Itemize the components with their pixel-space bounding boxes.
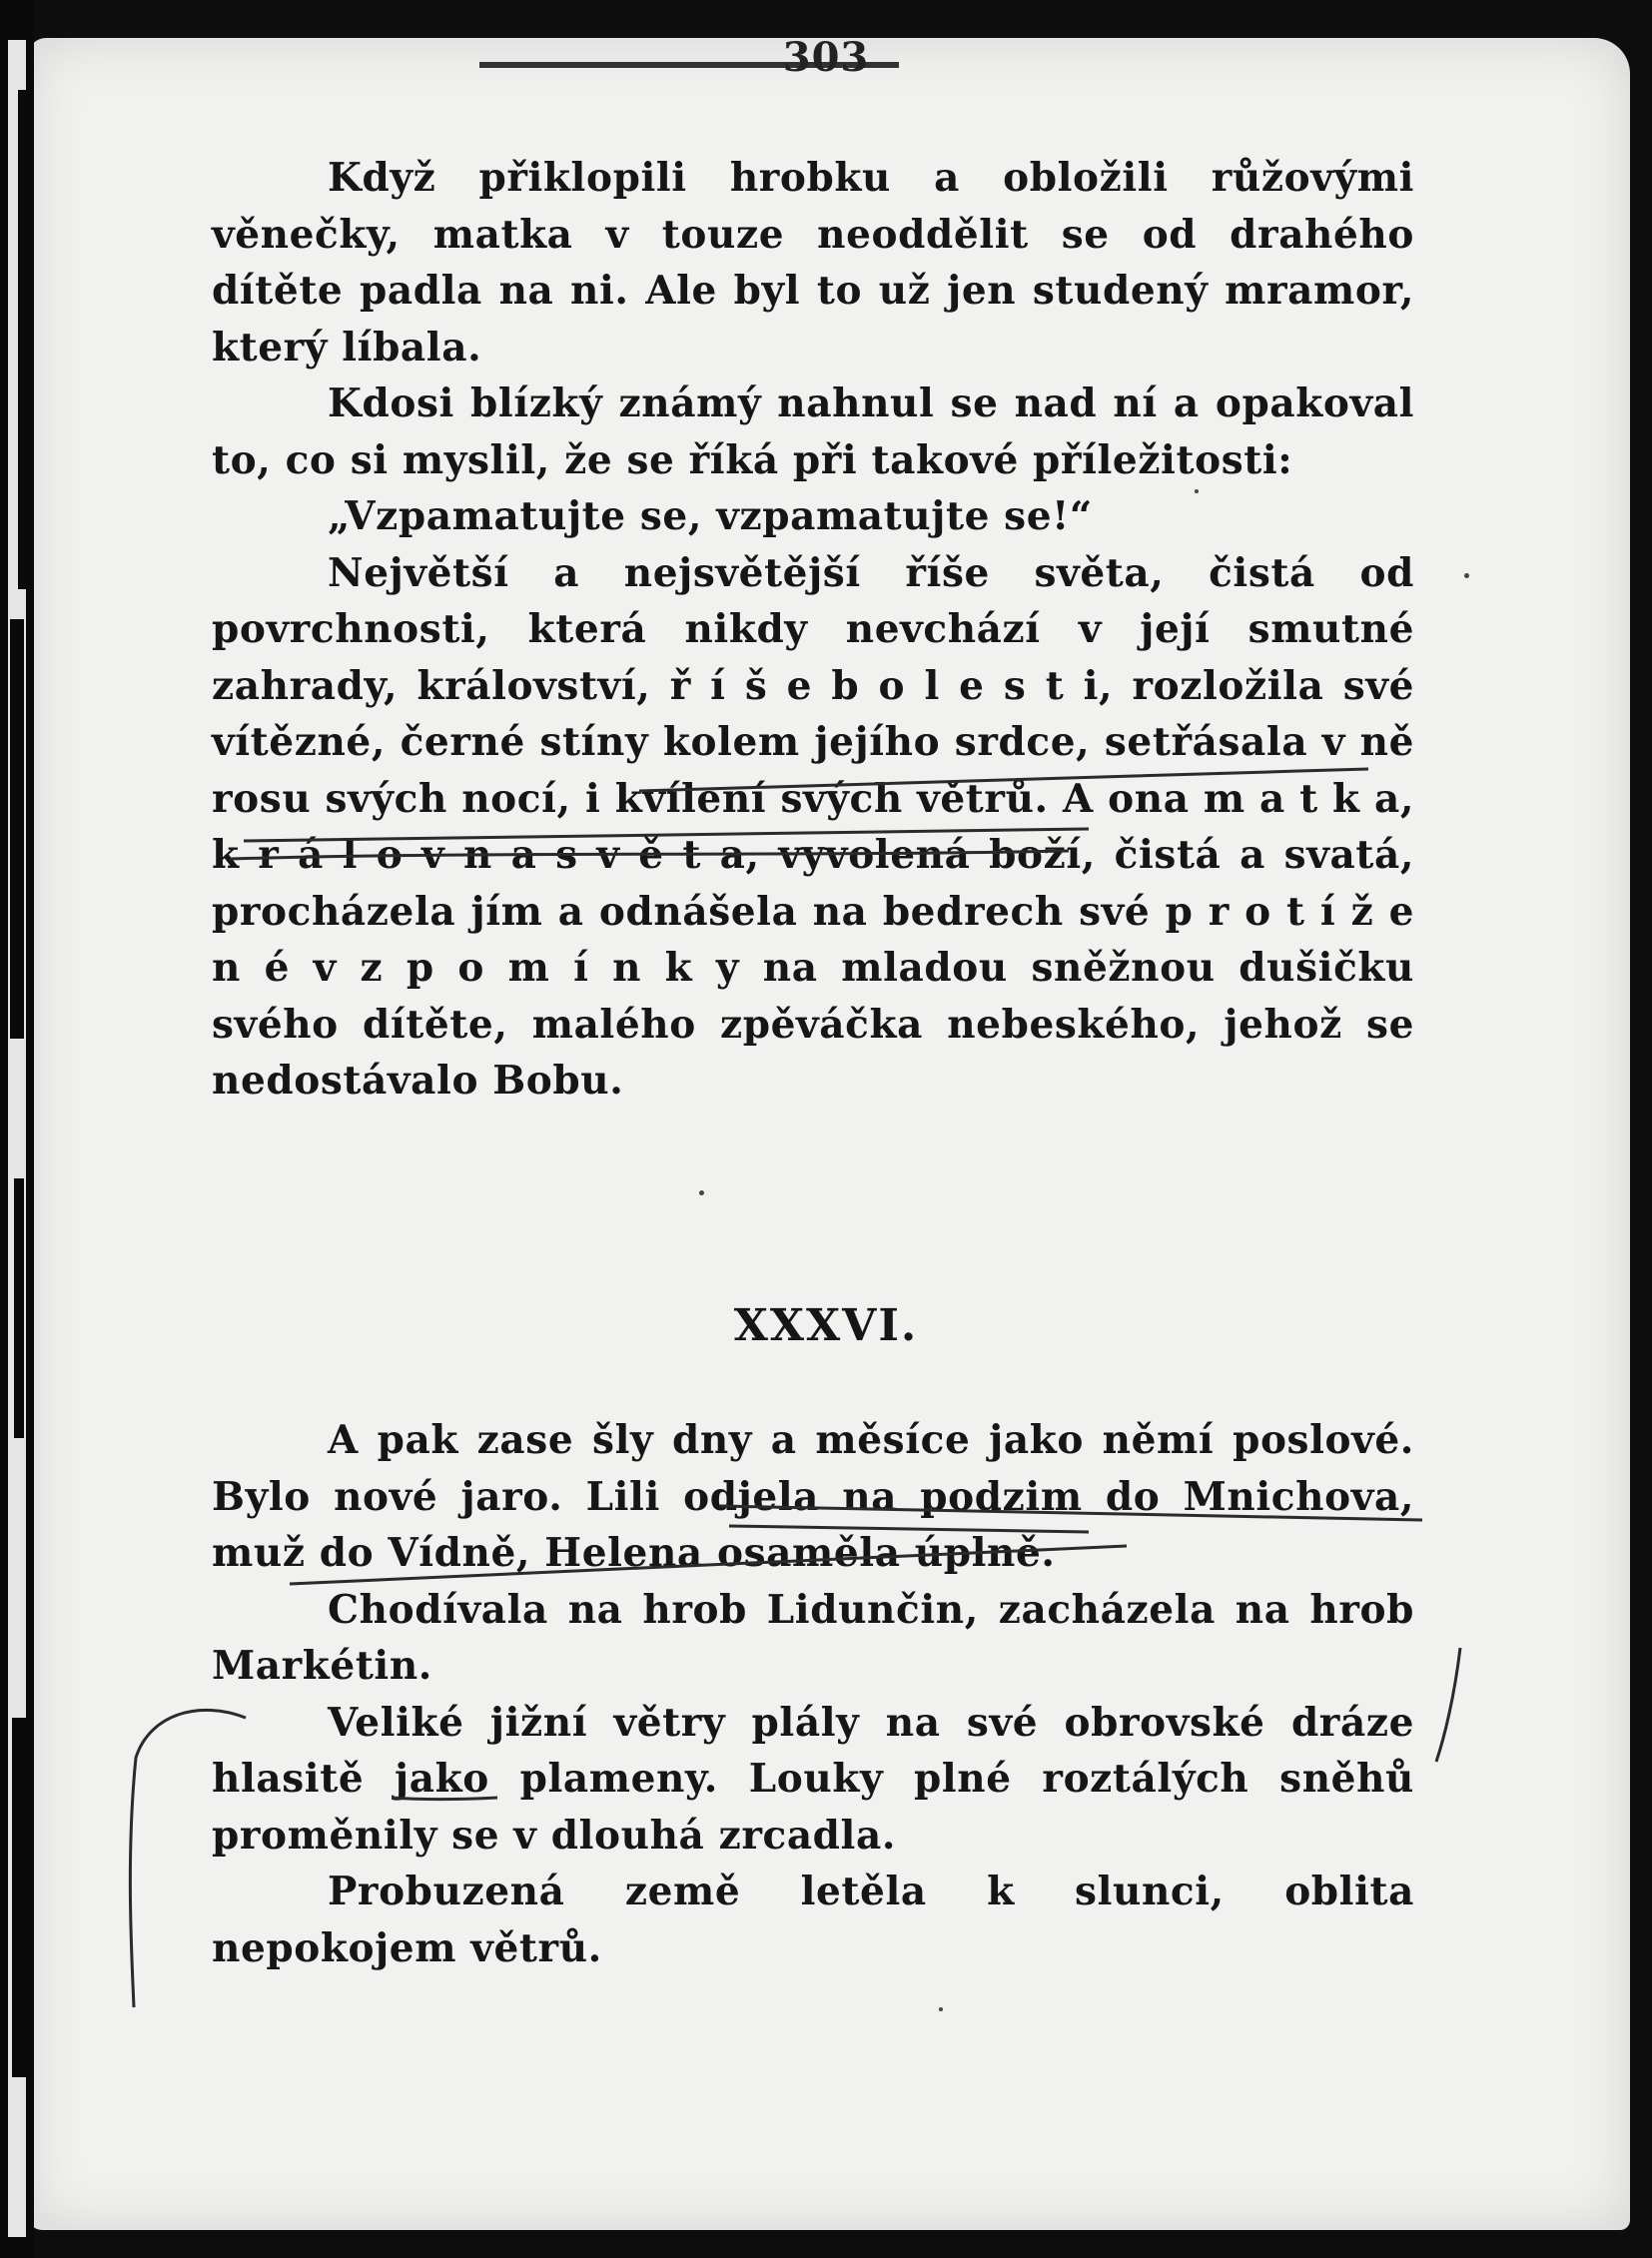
paper-speck — [1195, 489, 1199, 493]
paragraph: Kdosi blízký známý nahnul se nad ní a opakoval to, co si myslil, že se říká při takové příležitosti: — [212, 380, 1414, 483]
paper-speck — [939, 2007, 943, 2011]
chapter-heading: XXXVI. — [733, 1300, 919, 1351]
paper-speck — [699, 1190, 704, 1195]
section-one — [212, 150, 1414, 1110]
binding-shadow — [12, 1718, 28, 2077]
paragraph: Veliké jižní větry plály na své obrovské dráze hlasitě jako plameny. Louky plné roztálých sněhů proměnily se v dlouhá zrcadla. — [212, 1699, 1414, 1859]
binding-shadow — [18, 90, 28, 589]
binding-shadow — [10, 619, 24, 1039]
page-number: 303 — [782, 34, 870, 81]
paragraph: Chodívala na hrob Lidunčin, zacházela na hrob Markétin. — [212, 1586, 1414, 1689]
paragraph: Největší a nejsvětější říše světa, čistá od povrchnosti, která nikdy nevchází v její smutné zahrady, království, ř í š e b o l e s t i, rozložila své vítězné, černé stíny kolem jejího srdce, setřásala v ně rosu svých nocí, i kvílení svých větrů. A ona m a t k a, k r á l o v n a s v ě t a, vyvolená boží, čistá a svatá, procházela jím a odnášela na bedrech své p r o t í ž e n é v z p o m í n k y na mladou sněžnou dušičku svého dítěte, malého zpěváčka nebeského, jehož se nedostávalo Bobu. — [212, 549, 1414, 1104]
section-two — [212, 1412, 1414, 1976]
paper-speck — [1464, 573, 1469, 578]
paragraph: Probuzená země letěla k slunci, oblita nepokojem větrů. — [212, 1869, 1414, 1971]
paragraph: „Vzpamatujte se, vzpamatujte se!“ — [328, 493, 1093, 539]
paragraph: Když přiklopili hrobku a obložili růžovými věnečky, matka v touze neoddělit se od drahého dítěte padla na ni. Ale byl to už jen studený mramor, který líbala. — [212, 155, 1414, 371]
paragraph: A pak zase šly dny a měsíce jako němí poslové. Bylo nové jaro. Lili odjela na podzim do Mnichova, muž do Vídně, Helena osaměla úplně. — [212, 1417, 1414, 1576]
